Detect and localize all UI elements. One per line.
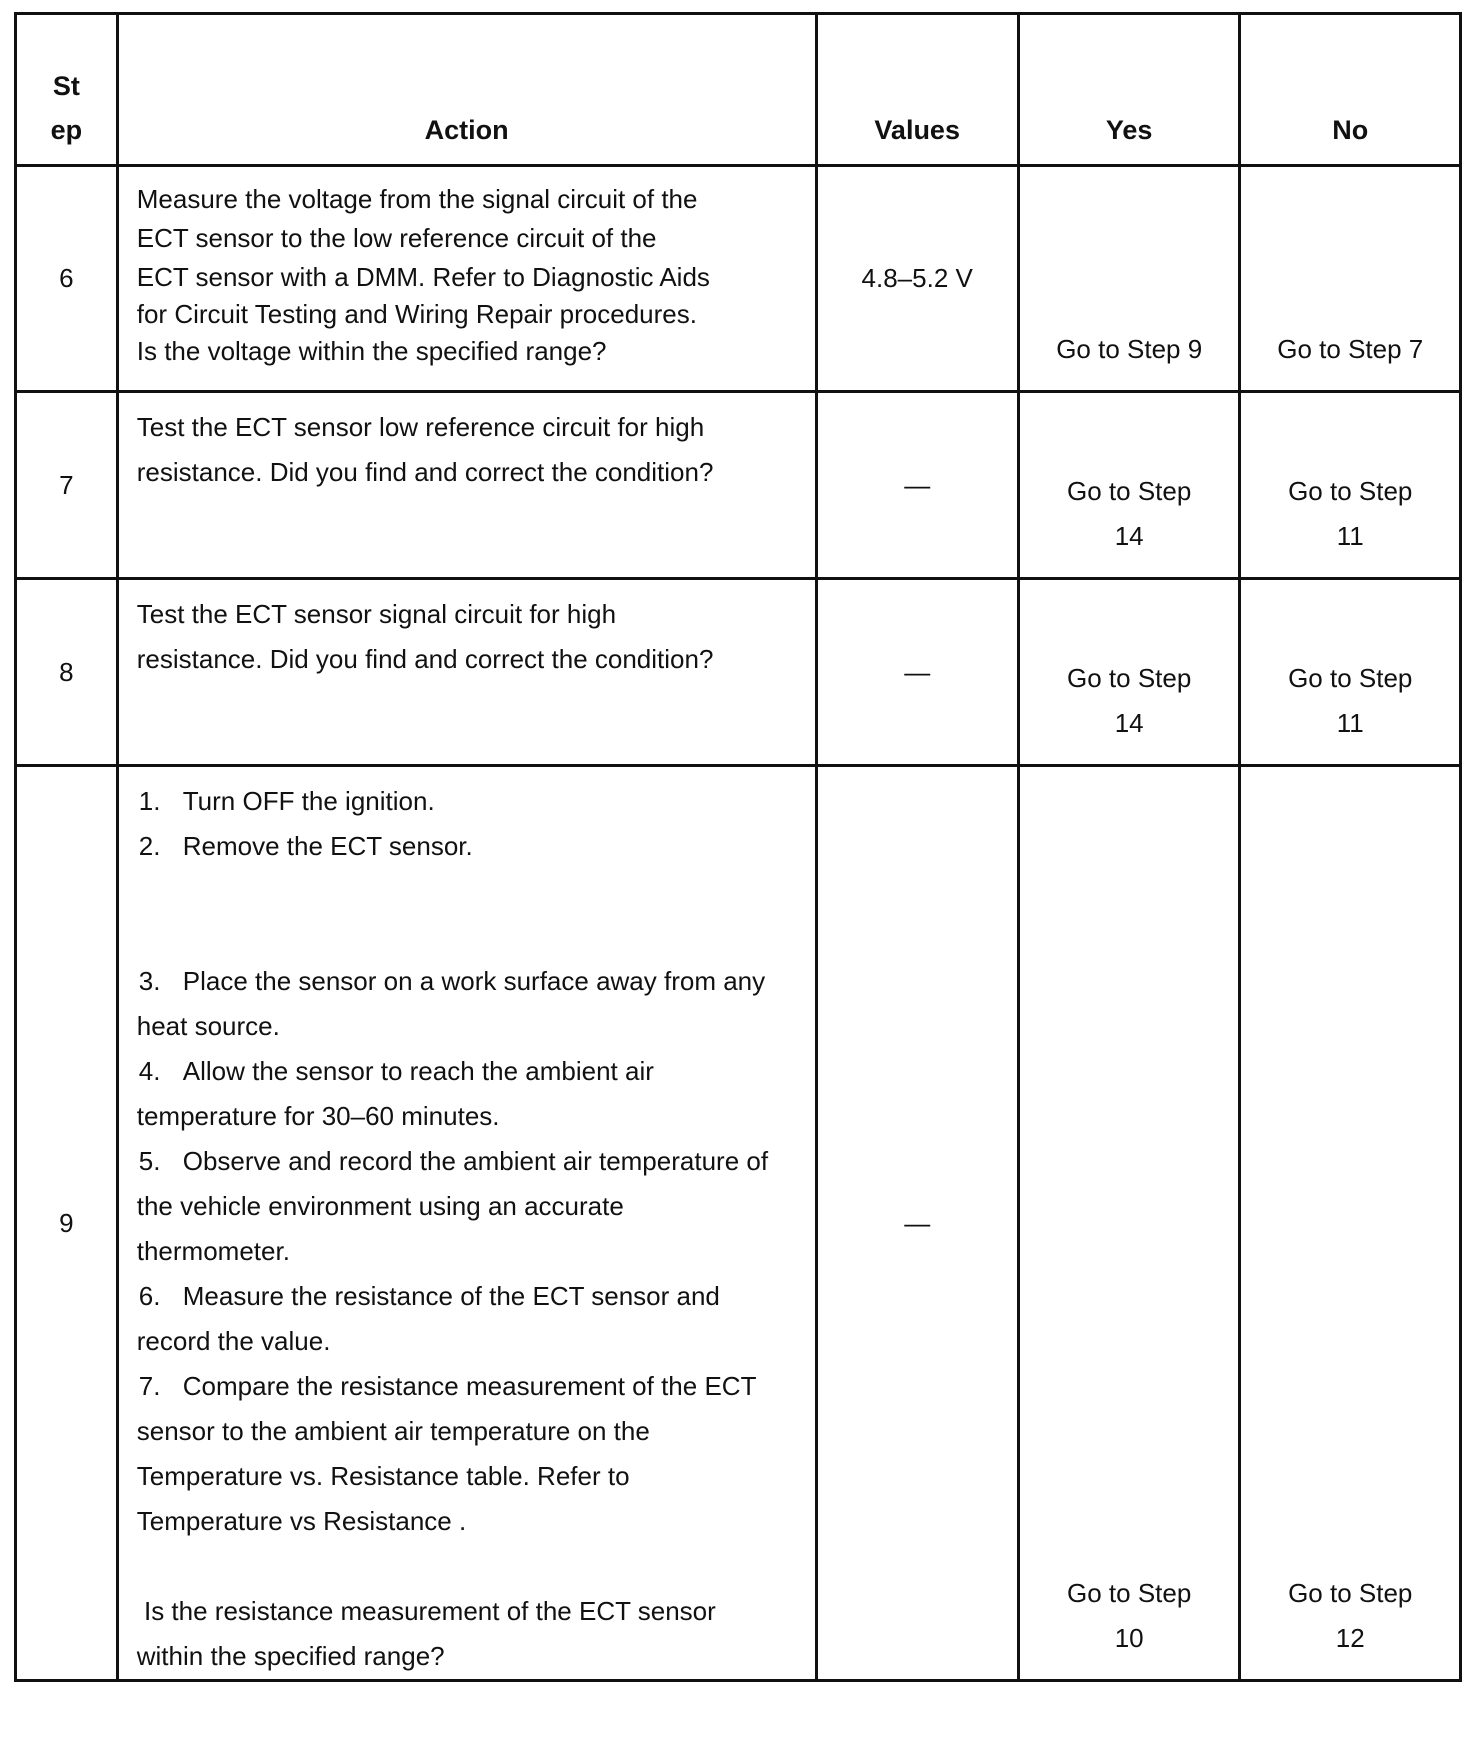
no-cell (1240, 392, 1461, 579)
step-number: 8 (16, 579, 118, 766)
action-line: Is the voltage within the specified range? (136, 336, 607, 366)
list-item: 5. Observe and record the ambient air temperature of the vehicle environment using an accurate thermometer. (136, 1146, 769, 1266)
list-item: 6. Measure the resistance of the ECT sensor and record the value. (136, 1281, 720, 1356)
yes-cell (1018, 579, 1240, 766)
list-item: 2. Remove the ECT sensor. (138, 831, 473, 861)
goto-no: Go to Step 7 (1277, 334, 1424, 364)
value-cell: — (816, 579, 1018, 766)
list-item: 7. Compare the resistance measurement of the ECT sensor to the ambient air temperature on the Temperature vs. Resistance table. Refer to Temperature vs Resistance . (136, 1371, 756, 1536)
action-line: Test the ECT sensor signal circuit for high (136, 599, 617, 629)
header-row (16, 14, 1461, 166)
value-cell: — (816, 766, 1018, 1681)
action-line: resistance. Did you find and correct the condition? (136, 457, 714, 487)
diagnostic-table (14, 12, 1462, 1682)
action-steps (137, 779, 779, 1589)
action-question: Is the resistance measurement of the ECT sensor within the specified range? (136, 1596, 724, 1671)
action-cell (117, 579, 816, 766)
no-cell (1240, 766, 1461, 1681)
table-row (16, 392, 1461, 579)
value-cell: — (816, 392, 1018, 579)
goto-yes: Go to Step 14 (1067, 476, 1192, 551)
list-item: 4. Allow the sensor to reach the ambient air temperature for 30–60 minutes. (136, 1056, 654, 1131)
table-row (16, 579, 1461, 766)
value-cell: 4.8–5.2 V (816, 166, 1018, 392)
action-line: ECT sensor to the low reference circuit of the (136, 223, 657, 253)
goto-yes: Go to Step 14 (1067, 663, 1192, 738)
step-number: 7 (16, 392, 118, 579)
table-row (16, 766, 1461, 1681)
header-yes: Yes (1018, 14, 1240, 166)
header-values: Values (816, 14, 1018, 166)
action-line: for Circuit Testing and Wiring Repair procedures. (136, 299, 697, 329)
action-cell (117, 766, 816, 1681)
yes-cell (1018, 166, 1240, 392)
goto-yes: Go to Step 10 (1067, 1578, 1192, 1653)
action-line: resistance. Did you find and correct the condition? (136, 644, 714, 674)
header-action: Action (117, 14, 816, 166)
action-line: ECT sensor with a DMM. Refer to Diagnostic Aids (136, 262, 710, 292)
action-line: Test the ECT sensor low reference circuit for high (136, 412, 705, 442)
action-line: Measure the voltage from the signal circuit of the (136, 184, 698, 214)
goto-no: Go to Step 11 (1288, 663, 1413, 738)
header-no: No (1240, 14, 1461, 166)
goto-yes: Go to Step 9 (1056, 334, 1203, 364)
action-cell (117, 166, 816, 392)
yes-cell (1018, 392, 1240, 579)
action-cell (117, 392, 816, 579)
goto-no: Go to Step 11 (1288, 476, 1413, 551)
table-row (16, 166, 1461, 392)
step-number: 9 (16, 766, 118, 1681)
list-item: 1. Turn OFF the ignition. (138, 786, 435, 816)
no-cell (1240, 579, 1461, 766)
goto-no: Go to Step 12 (1288, 1578, 1413, 1653)
yes-cell (1018, 766, 1240, 1681)
step-number: 6 (16, 166, 118, 392)
header-step: St ep (16, 14, 118, 166)
list-item: 3. Place the sensor on a work surface away from any heat source. (136, 966, 766, 1041)
no-cell (1240, 166, 1461, 392)
